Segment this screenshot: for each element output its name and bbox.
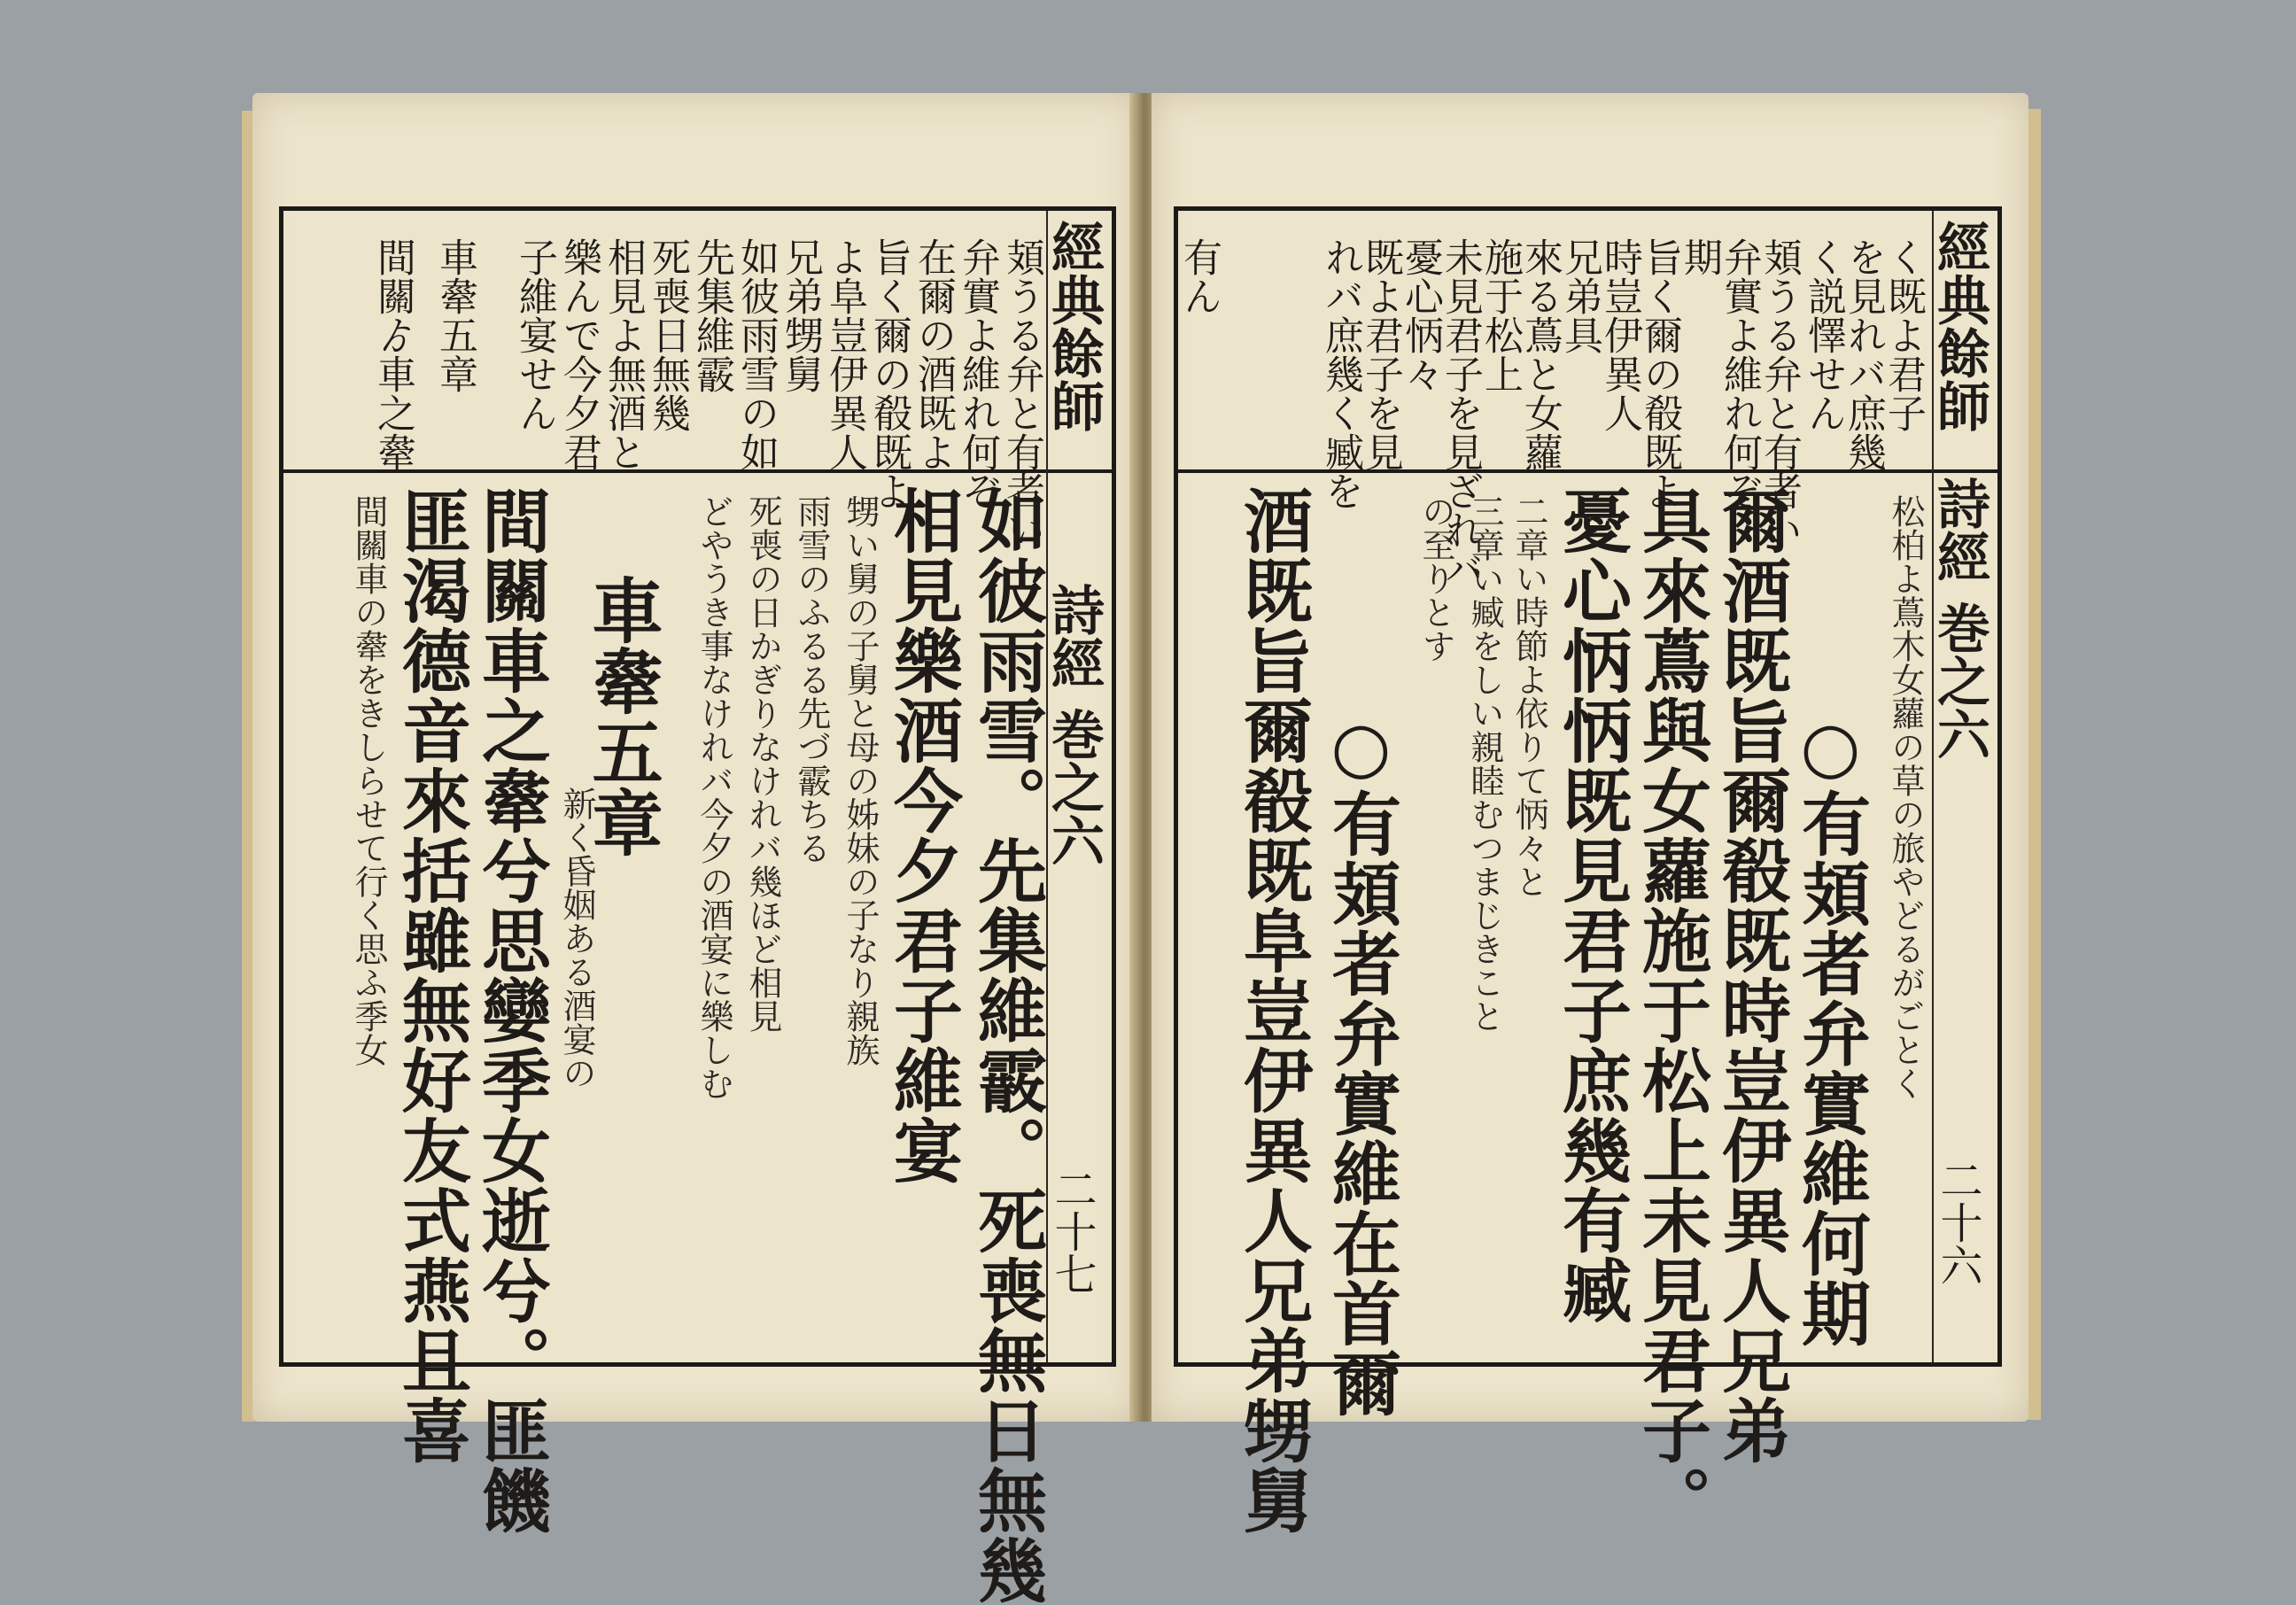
left-page [252, 93, 1138, 1605]
right-folio: 二十六 [1933, 1159, 1982, 1286]
right-upper-note-6: 期 [1677, 237, 1722, 276]
left-upper-note-10: 相見よ無酒と [601, 237, 646, 471]
left-main-line-2: 相見樂酒今夕君子維宴 [882, 485, 963, 1185]
right-upper-note-7: 旨く爾の殽既よ [1637, 237, 1682, 510]
right-gloss-3: 三章い臧をしい親睦むつまじきこと [1465, 494, 1504, 1033]
left-gloss-3: 死喪の日かぎりなけれバ幾ほど相見 [743, 494, 782, 1033]
right-upper-note-10: 來る蔦と女蘿 [1517, 237, 1563, 471]
left-upper-note-1: 頍うる弁と有者い [999, 237, 1044, 549]
right-circle-entry: ○有頍者弁實維何期 [1790, 707, 1871, 1348]
right-upper-note-15: れバ庶幾く臧を [1318, 237, 1363, 510]
left-upper-note-14: 間關ゟ車之舝 [370, 237, 415, 471]
page-edge-right [2027, 109, 2041, 1420]
left-main-line-1: 如彼雨雪。先集維霰。死喪無日無幾 [966, 485, 1047, 1605]
right-edge-separator [1932, 211, 1934, 1362]
right-upper-note-1: く既よ君子 [1881, 237, 1926, 432]
right-upper-note-3: く説懌せん [1801, 237, 1846, 432]
left-edge-title-upper: 經典餘師 [1043, 220, 1105, 432]
left-gloss-5: 新く昏姻ある酒宴の [557, 787, 596, 1089]
right-main-line-3: 憂心怲怲既見君子庶幾有臧 [1551, 485, 1632, 1325]
right-main-line-1: 爾酒既旨爾殽既時豈伊異人兄弟 [1710, 485, 1791, 1465]
right-main-line-5: 酒既旨爾殽既阜豈伊異人兄弟甥舅 [1232, 485, 1313, 1535]
right-upper-note-12: 未見君子を見ざれバ [1438, 237, 1483, 588]
left-upper-note-11: 樂んで今夕君 [556, 237, 601, 471]
right-upper-note-4: 頍うる弁と有者い [1757, 237, 1802, 549]
left-upper-note-6: 兄弟甥舅 [778, 237, 823, 393]
left-chapter-heading: 車舝五章 [580, 574, 663, 857]
left-gloss-6: 間關車の舝をきしらせて行く思ふ季女 [349, 494, 388, 1066]
right-edge-title-lower: 詩經 巻之六 [1928, 477, 1990, 761]
right-upper-note-5: 弁實よ維れ何ぞ [1717, 237, 1762, 510]
left-edge-title-lower: 詩經 巻之六 [1043, 583, 1105, 867]
open-book [252, 93, 2028, 1605]
left-upper-note-12: 子維宴せん [512, 237, 557, 432]
right-upper-note-11: 施于松上 [1478, 237, 1523, 393]
right-upper-note-2: を見れバ庶幾 [1841, 237, 1886, 471]
left-upper-note-2: 弁實よ維れ何ぞ [955, 237, 1000, 510]
right-page-frame [1174, 206, 2002, 1535]
right-main-line-4: ○有頍者弁實維在首爾 [1321, 707, 1401, 1418]
left-gloss-2: 雨雪のふるる先づ霰ちる [792, 494, 831, 865]
right-upper-note-8: 時豈伊異人 [1597, 237, 1642, 432]
right-upper-note-13: 憂心怲々 [1398, 237, 1443, 393]
left-upper-note-5: よ阜豈伊異人 [822, 237, 867, 471]
right-main-line-2: 具來蔦與女蘿施于松上未見君子。 [1631, 485, 1711, 1535]
left-upper-note-8: 先集維霰 [689, 237, 734, 393]
left-upper-note-13: 車舝五章 [432, 237, 477, 393]
left-main-line-3: 間關車之舝兮思孌季女逝兮。匪饑 [470, 485, 551, 1535]
right-page [1152, 93, 2028, 1535]
right-upper-note-16: 有ん [1176, 237, 1222, 315]
left-upper-note-9: 死喪日無幾 [645, 237, 690, 432]
left-gloss-1: 甥い舅の子舅と母の姊妹の子なり親族 [841, 494, 880, 1066]
left-upper-note-3: 在爾の酒既よ [911, 237, 956, 471]
right-edge-title-upper: 經典餘師 [1928, 220, 1990, 432]
right-gloss-1: 松柏よ蔦木女蘿の草の旅やどるがごとく [1886, 494, 1925, 1100]
right-gloss-2: 二章い時節よ依りて怲々と [1509, 494, 1548, 898]
right-upper-note-9: 兄弟具 [1557, 237, 1602, 354]
left-folio: 二十七 [1047, 1167, 1097, 1295]
right-upper-note-14: 既よ君子を見 [1358, 237, 1403, 471]
left-upper-note-7: 如彼雨雪の如 [733, 237, 779, 471]
right-gloss-4: の至りとす [1416, 494, 1455, 663]
left-gloss-4: どやうき事なけれバ今夕の酒宴に樂しむ [694, 494, 733, 1100]
left-page-frame [279, 206, 1116, 1605]
left-upper-note-4: 旨く爾の殽既よ [866, 237, 911, 510]
left-main-line-4: 匪渴德音來括雖無好友式燕且喜 [391, 485, 471, 1465]
